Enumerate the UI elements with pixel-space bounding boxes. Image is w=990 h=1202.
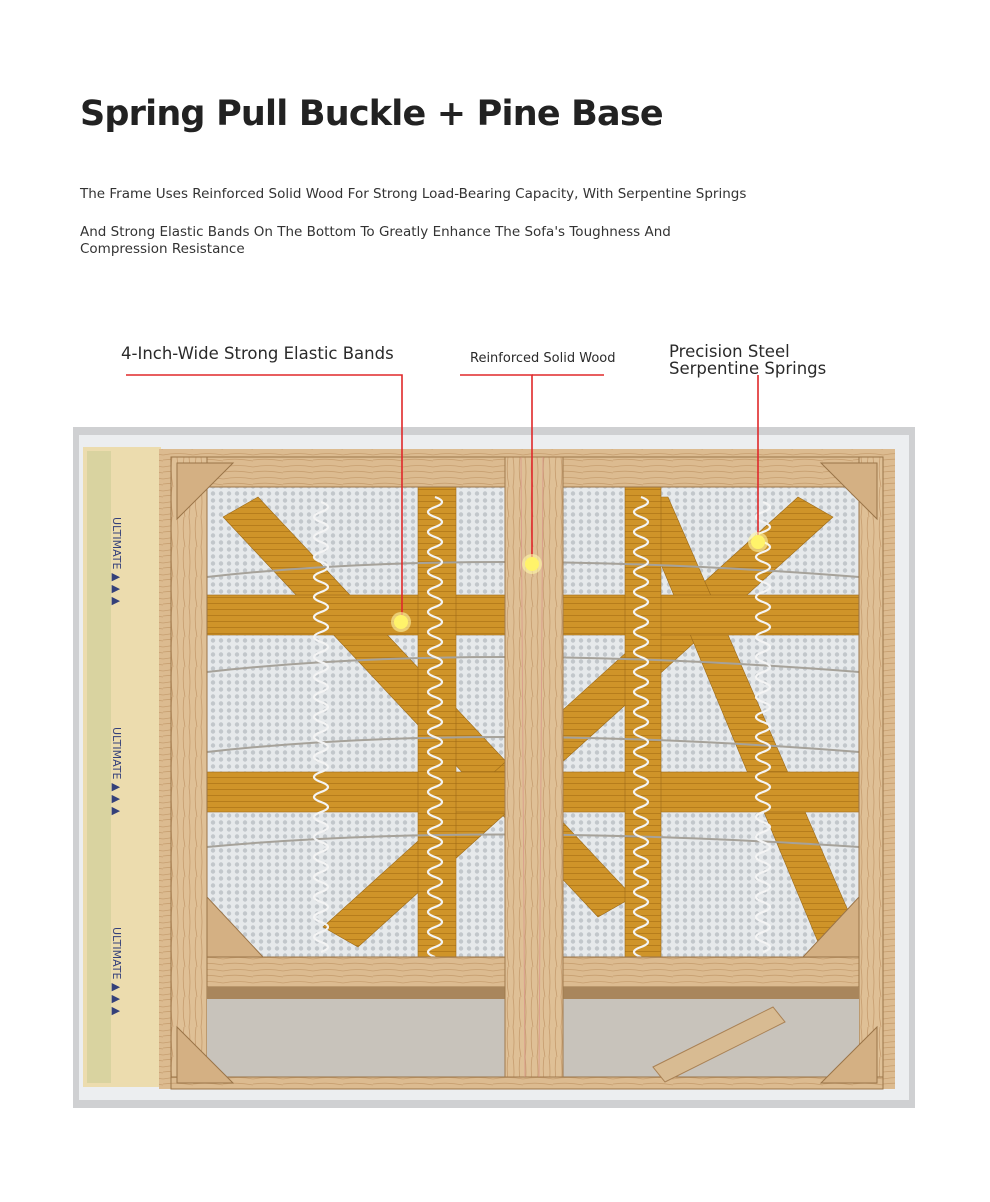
svg-text:ULTIMATE ▲ ▲ ▲: ULTIMATE ▲ ▲ ▲ bbox=[110, 517, 123, 606]
description-line-1: The Frame Uses Reinforced Solid Wood For Strong Load-Bearing Capacity, With Serpentine Springs bbox=[80, 186, 747, 202]
page-title: Spring Pull Buckle + Pine Base bbox=[80, 94, 663, 134]
svg-text:ULTIMATE ▲ ▲ ▲: ULTIMATE ▲ ▲ ▲ bbox=[110, 927, 123, 1016]
description-line-2: And Strong Elastic Bands On The Bottom To Greatly Enhance The Sofa's Toughness And Compression Resistance bbox=[80, 224, 671, 257]
sofa-base-photo bbox=[73, 427, 915, 1108]
callout-label-elastic-bands: 4-Inch-Wide Strong Elastic Bands bbox=[121, 344, 394, 363]
svg-text:ULTIMATE ▲ ▲ ▲: ULTIMATE ▲ ▲ ▲ bbox=[110, 727, 123, 816]
callout-label-serpentine-springs: Precision Steel Serpentine Springs bbox=[669, 342, 827, 378]
callout-label-solid-wood: Reinforced Solid Wood bbox=[470, 351, 616, 366]
